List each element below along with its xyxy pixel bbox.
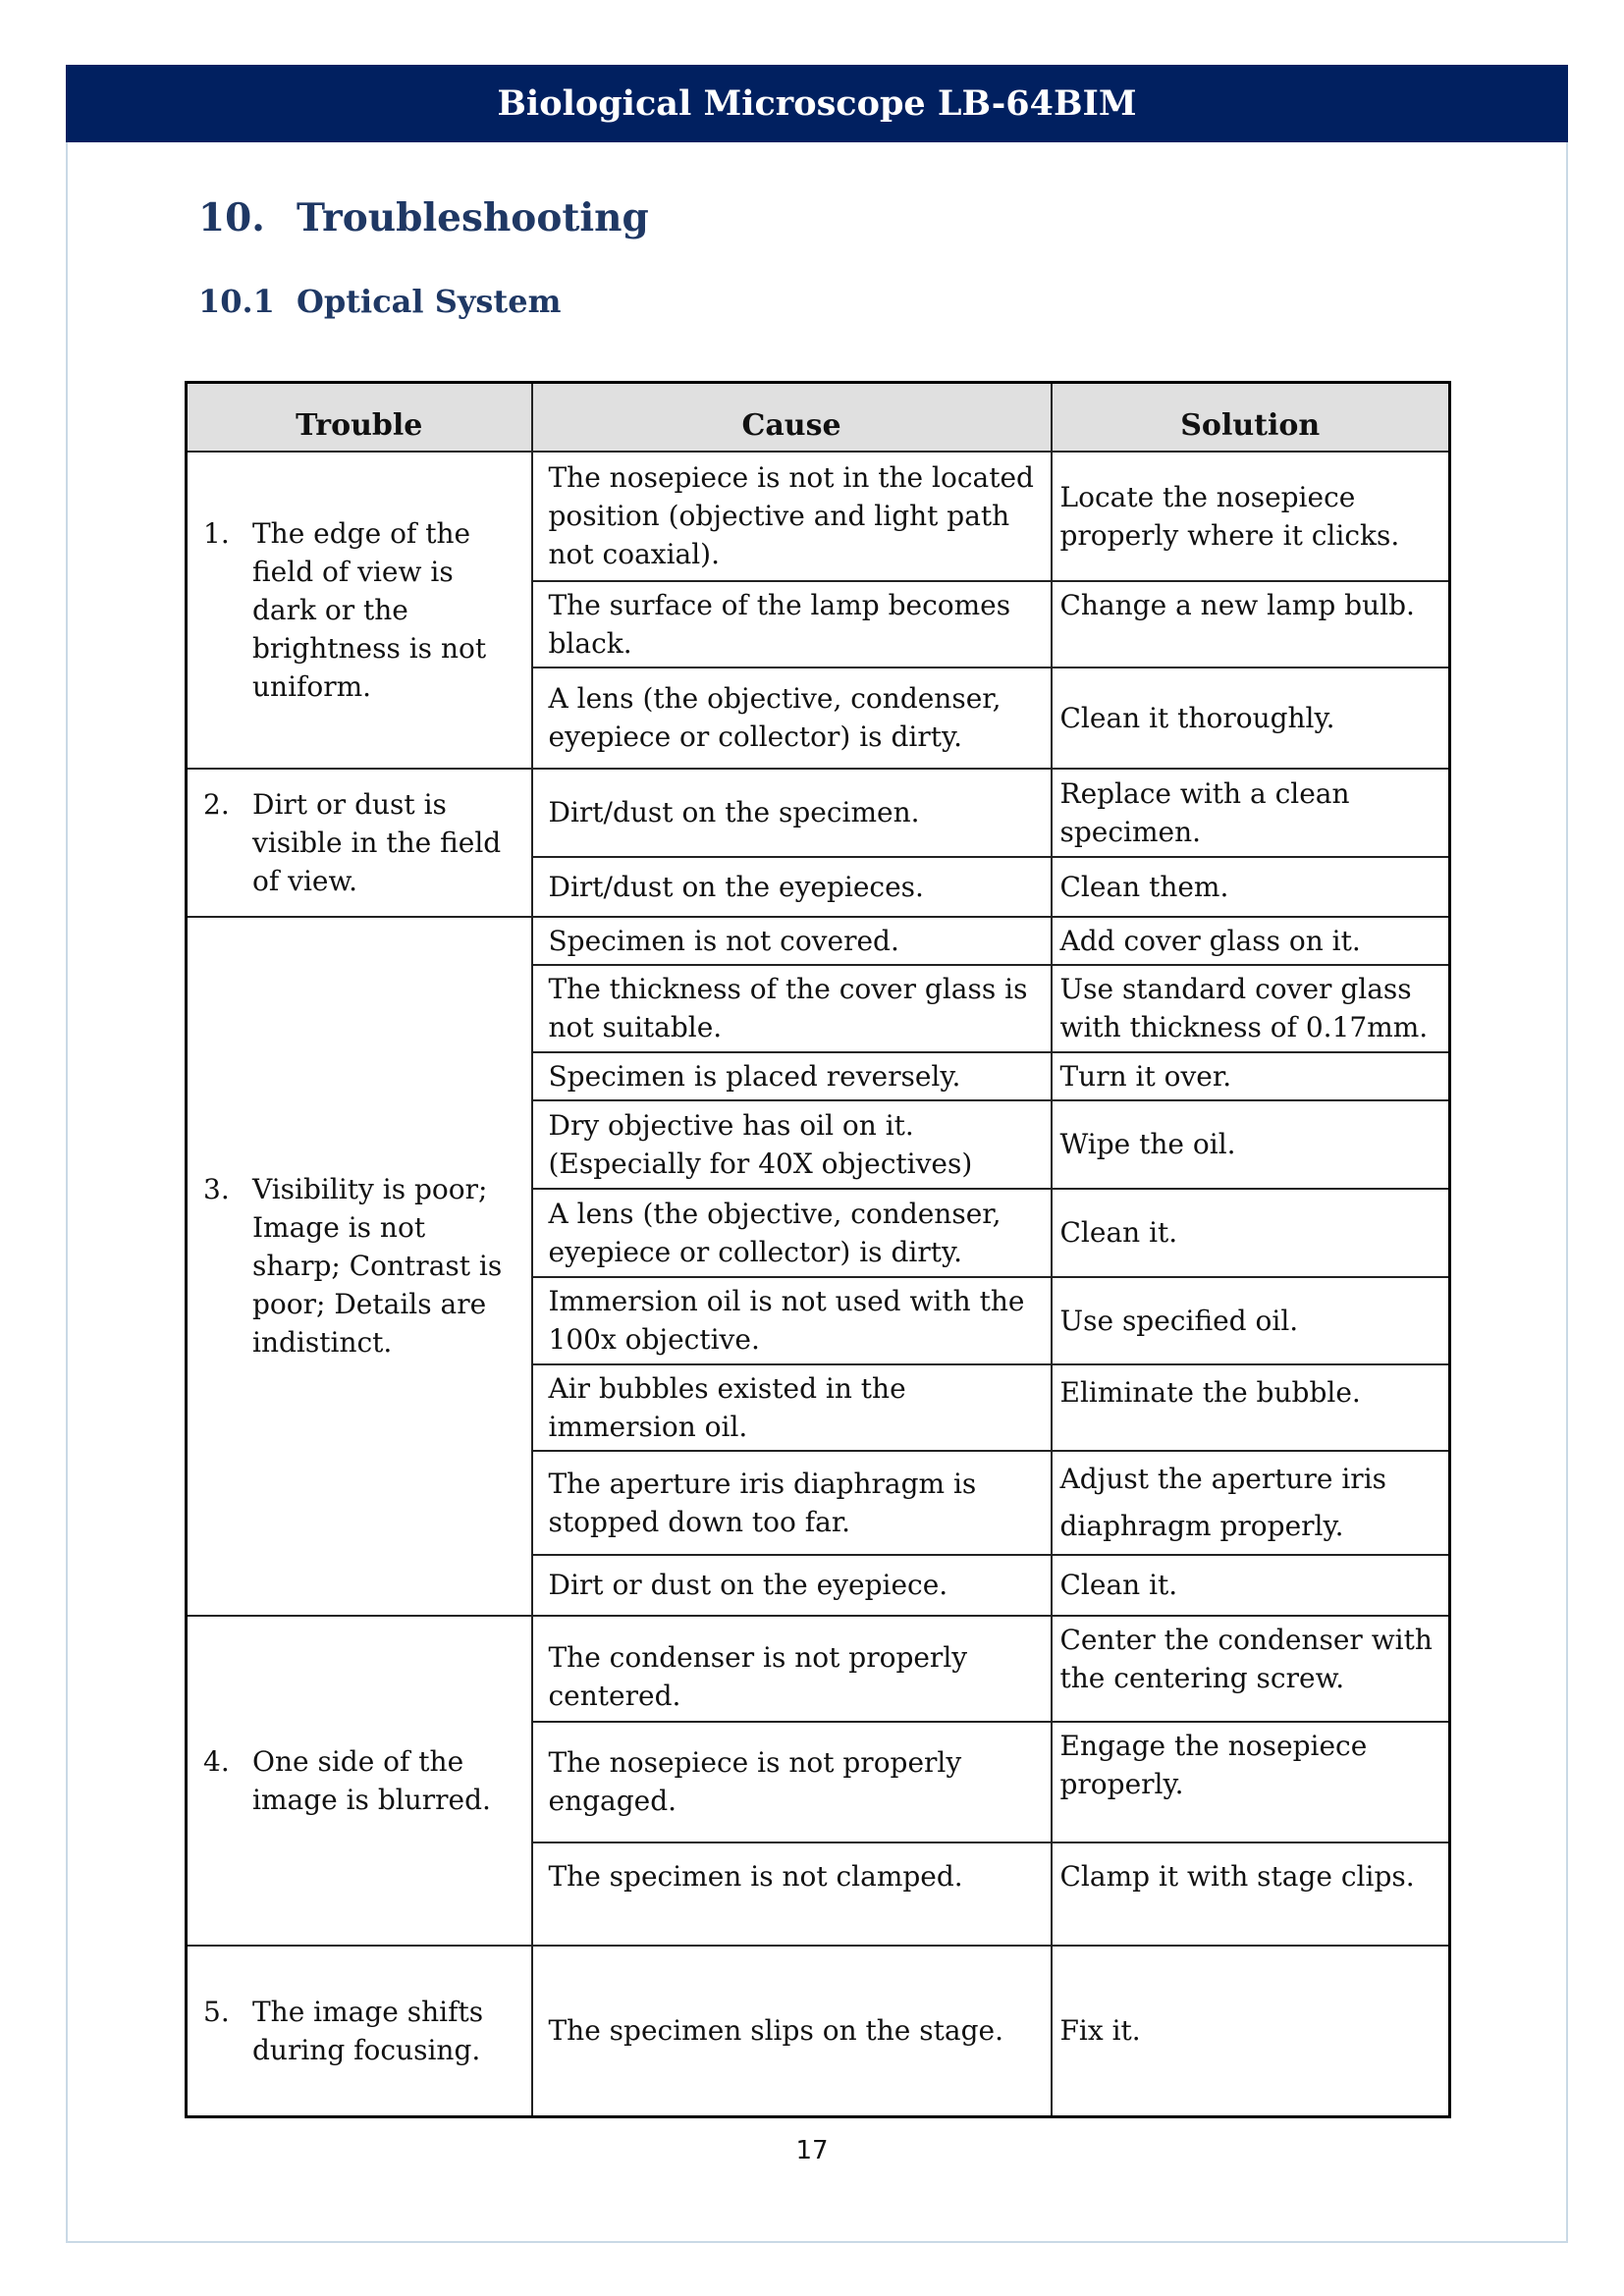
header-solution: Solution [1052, 383, 1450, 452]
trouble-text: Visibility is poor; Image is not sharp; Contrast is poor; Details are indistinct. [252, 1173, 503, 1359]
trouble-item [203, 1993, 517, 2069]
trouble-text: The edge of the field of view is dark or the brightness is not uniform. [252, 516, 487, 703]
table-row [187, 769, 1450, 857]
solution-cell: Add cover glass on it. [1052, 917, 1450, 965]
trouble-cell [187, 917, 532, 1616]
solution-cell: Eliminate the bubble. [1052, 1364, 1450, 1451]
solution-cell: Clean it. [1052, 1555, 1450, 1616]
solution-cell: Clean them. [1052, 857, 1450, 917]
subsection-heading [198, 283, 561, 320]
trouble-cell [187, 1616, 532, 1946]
cause-cell: Dirt/dust on the specimen. [532, 769, 1052, 857]
troubleshooting-table [185, 381, 1451, 2118]
trouble-item [203, 1170, 517, 1362]
trouble-text: Dirt or dust is visible in the field of view. [252, 787, 502, 897]
solution-cell: Fix it. [1052, 1946, 1450, 2117]
trouble-item [203, 1742, 517, 1819]
header-cause: Cause [532, 383, 1052, 452]
cause-cell: Dirt/dust on the eyepieces. [532, 857, 1052, 917]
solution-cell: Adjust the aperture iris diaphragm properly. [1052, 1451, 1450, 1555]
table-row [187, 1946, 1450, 2117]
trouble-text: The image shifts during focusing. [252, 1995, 484, 2066]
cause-cell: The surface of the lamp becomes black. [532, 581, 1052, 667]
trouble-number: 5. [203, 1995, 230, 2028]
cause-cell: Specimen is placed reversely. [532, 1052, 1052, 1100]
solution-cell: Use specified oil. [1052, 1277, 1450, 1364]
trouble-text: One side of the image is blurred. [252, 1744, 491, 1816]
trouble-number: 2. [203, 787, 230, 821]
table-row [187, 1616, 1450, 1722]
trouble-number: 4. [203, 1744, 230, 1778]
header-bar [66, 65, 1568, 142]
cause-cell: Immersion oil is not used with the 100x objective. [532, 1277, 1052, 1364]
trouble-item [203, 514, 517, 706]
table-header-row [187, 383, 1450, 452]
cause-cell: Dirt or dust on the eyepiece. [532, 1555, 1052, 1616]
cause-cell: The specimen is not clamped. [532, 1842, 1052, 1946]
solution-cell: Locate the nosepiece properly where it clicks. [1052, 452, 1450, 581]
header-trouble: Trouble [187, 383, 532, 452]
subsection-number: 10.1 [198, 283, 275, 320]
trouble-number: 3. [203, 1173, 230, 1205]
section-number: 10. [198, 195, 265, 240]
solution-cell: Change a new lamp bulb. [1052, 581, 1450, 667]
section-heading [198, 195, 649, 240]
solution-cell: Engage the nosepiece properly. [1052, 1722, 1450, 1842]
table-row [187, 917, 1450, 965]
page-number: 17 [795, 2136, 829, 2165]
cause-cell: The aperture iris diaphragm is stopped down too far. [532, 1451, 1052, 1555]
cause-cell: Specimen is not covered. [532, 917, 1052, 965]
cause-cell: The nosepiece is not in the located position (objective and light path not coaxial). [532, 452, 1052, 581]
solution-cell: Clean it. [1052, 1189, 1450, 1277]
table-row [187, 452, 1450, 581]
subsection-title: Optical System [297, 283, 562, 320]
cause-cell: The specimen slips on the stage. [532, 1946, 1052, 2117]
cause-cell: Air bubbles existed in the immersion oil. [532, 1364, 1052, 1451]
trouble-number: 1. [203, 516, 230, 550]
cause-cell: Dry objective has oil on it. (Especially for 40X objectives) [532, 1100, 1052, 1189]
cause-cell: The nosepiece is not properly engaged. [532, 1722, 1052, 1842]
solution-cell: Clamp it with stage clips. [1052, 1842, 1450, 1946]
trouble-item [203, 785, 517, 900]
solution-cell: Wipe the oil. [1052, 1100, 1450, 1189]
trouble-cell [187, 769, 532, 917]
section-title: Troubleshooting [297, 195, 649, 240]
trouble-cell [187, 1946, 532, 2117]
header-title: Biological Microscope LB-64BIM [497, 83, 1137, 124]
solution-cell: Turn it over. [1052, 1052, 1450, 1100]
cause-cell: The condenser is not properly centered. [532, 1616, 1052, 1722]
trouble-cell [187, 452, 532, 769]
solution-cell: Clean it thoroughly. [1052, 667, 1450, 769]
cause-cell: A lens (the objective, condenser, eyepiece or collector) is dirty. [532, 667, 1052, 769]
solution-cell: Center the condenser with the centering screw. [1052, 1616, 1450, 1722]
cause-cell: A lens (the objective, condenser, eyepiece or collector) is dirty. [532, 1189, 1052, 1277]
cause-cell: The thickness of the cover glass is not suitable. [532, 965, 1052, 1052]
solution-cell: Use standard cover glass with thickness of 0.17mm. [1052, 965, 1450, 1052]
solution-cell: Replace with a clean specimen. [1052, 769, 1450, 857]
